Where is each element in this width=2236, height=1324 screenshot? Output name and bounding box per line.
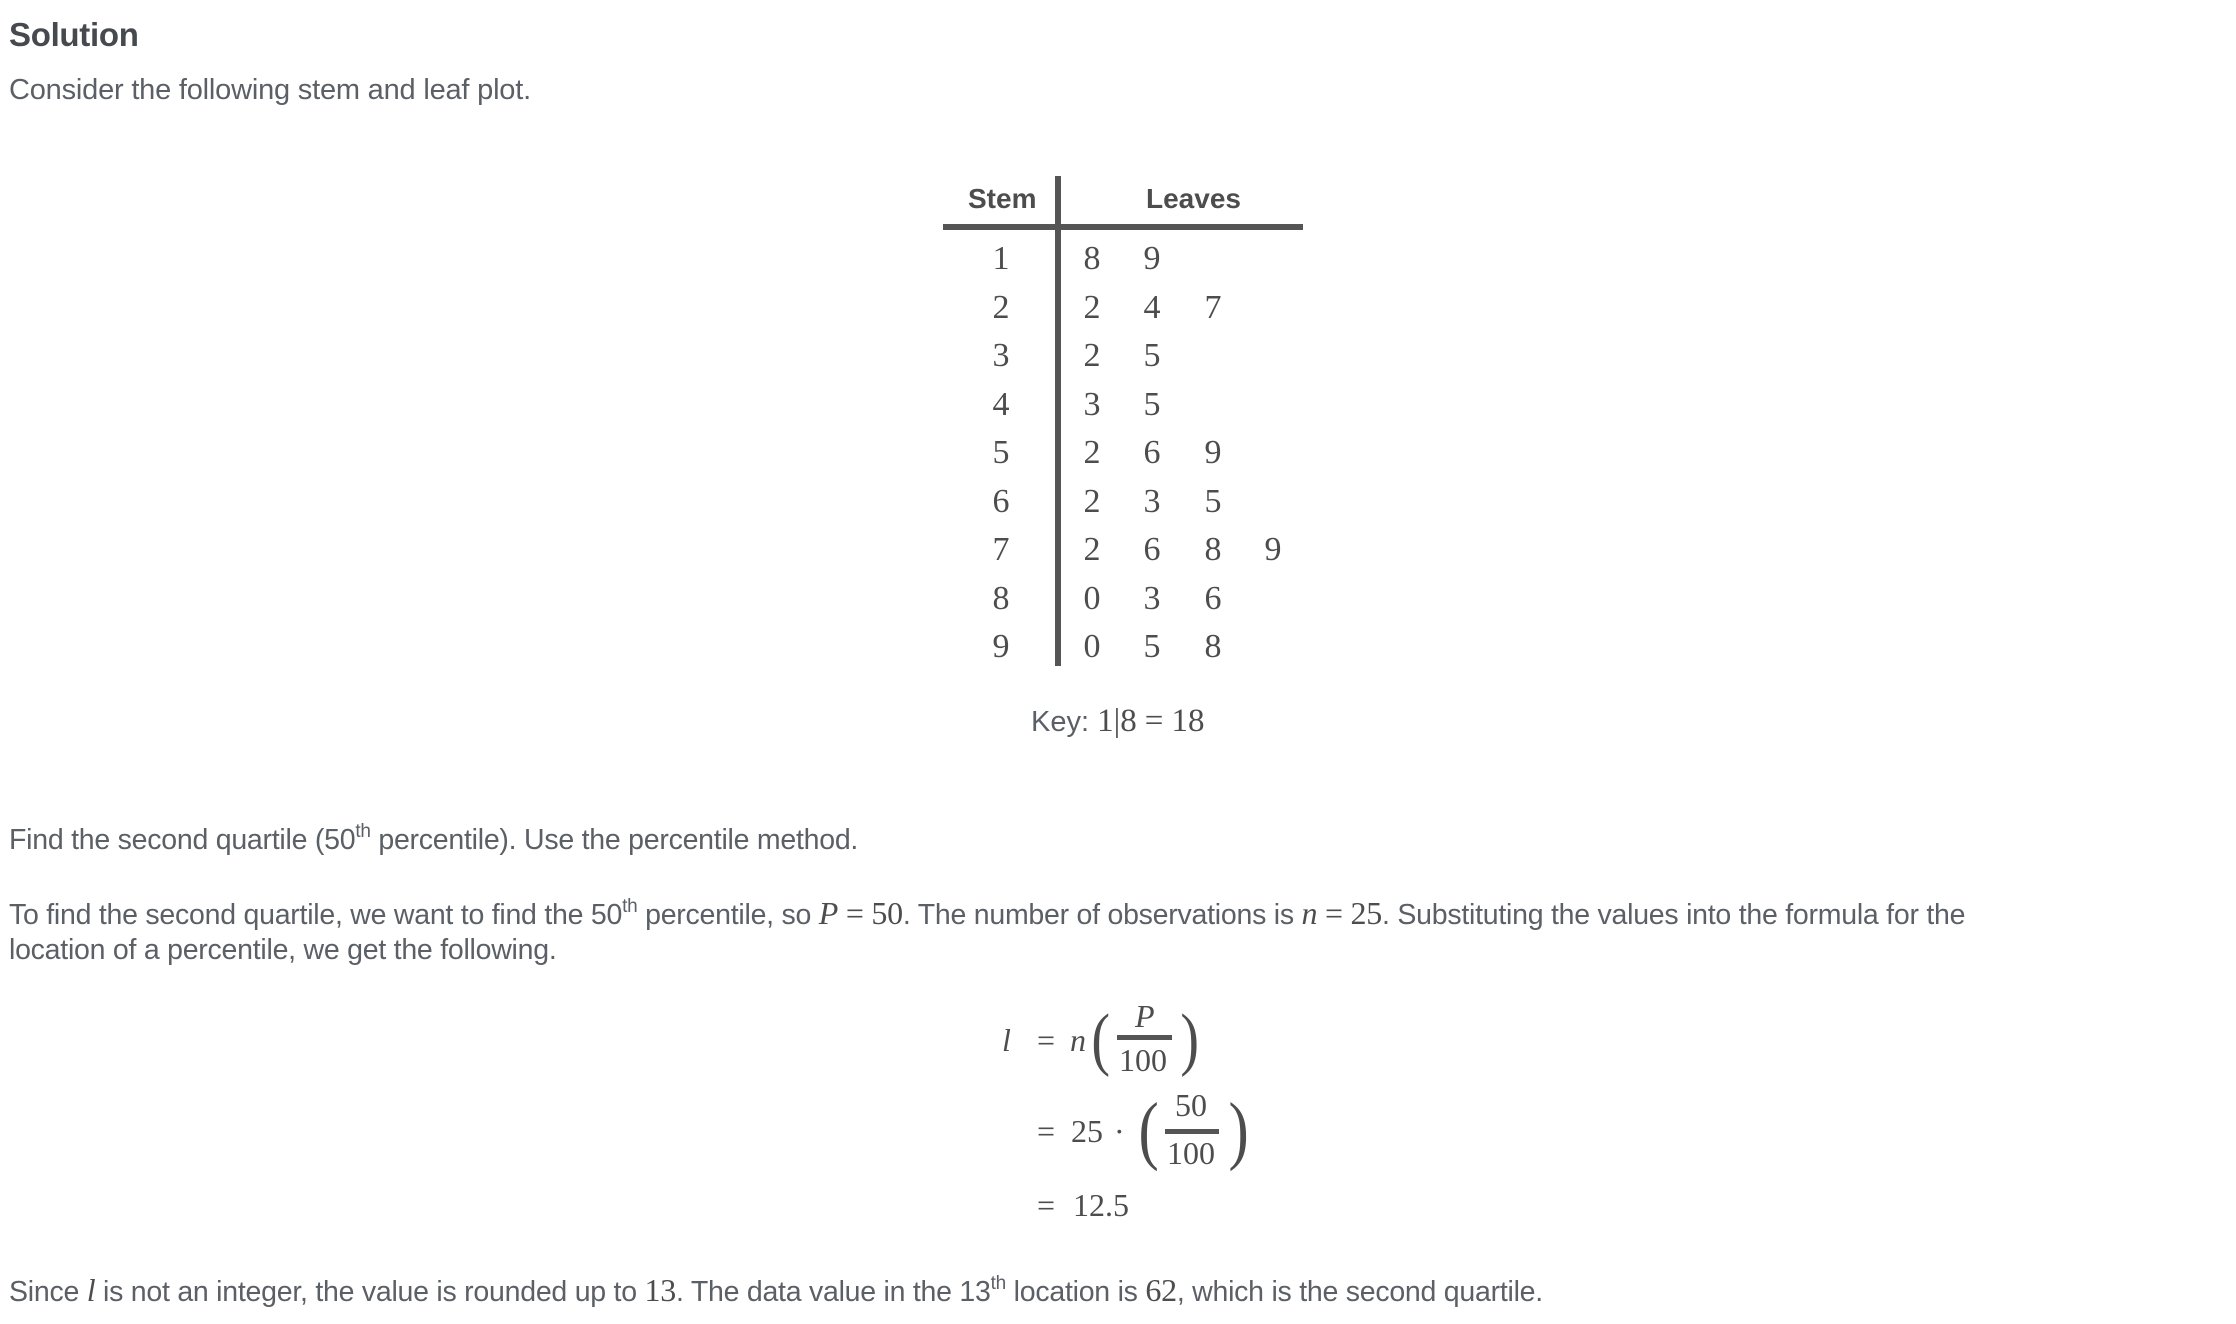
leaf-value: 3 [1143, 579, 1161, 617]
header-divider [943, 224, 1303, 230]
explanation-d: . Substituting the values into the formula for the [1382, 899, 1966, 931]
conclusion-text [9, 1272, 1543, 1311]
key-value: 18 [1171, 703, 1205, 739]
key-separator: | [1113, 703, 1121, 739]
leaf-value: 5 [1204, 482, 1222, 520]
equals: = [1317, 895, 1351, 931]
explanation-b: percentile, so [637, 899, 819, 931]
formula-equals-2: = [1037, 1113, 1056, 1149]
explanation-sup: th [622, 895, 638, 917]
close-paren-1: ) [1180, 1001, 1199, 1078]
fraction-numerator-P: P [1135, 998, 1155, 1034]
stem-value: 1 [992, 240, 1010, 277]
formula-equals-3: = [1037, 1187, 1056, 1223]
P-value: 50 [871, 895, 903, 931]
leaf-value: 2 [1083, 337, 1101, 374]
stem-value: 6 [992, 482, 1010, 520]
leaf-value: 5 [1143, 385, 1161, 423]
explanation-line-2: location of a percentile, we get the following. [9, 934, 557, 966]
leaf-value: 6 [1204, 579, 1222, 617]
fraction-denominator-2: 100 [1167, 1135, 1215, 1171]
key-stem: 1 [1097, 703, 1114, 739]
conclusion-d: location is [1006, 1276, 1146, 1308]
conclusion-c: . The data value in the 13 [676, 1276, 991, 1308]
n-value: 25 [1350, 895, 1383, 931]
question-pre: Find the second quartile (50 [9, 824, 356, 856]
key-label: Key: [1031, 706, 1090, 738]
formula-result: 12.5 [1073, 1187, 1129, 1223]
rounded-value: 13 [644, 1272, 676, 1308]
leaf-value: 2 [1083, 288, 1101, 326]
open-paren-2: ( [1138, 1088, 1159, 1172]
formula-n-value: 25 [1071, 1113, 1103, 1149]
formula-n: n [1070, 1022, 1086, 1058]
stem-value: 3 [992, 337, 1010, 374]
fraction-bar-1 [1117, 1035, 1172, 1040]
intro-text: Consider the following stem and leaf plot. [9, 74, 531, 106]
question-text [9, 822, 858, 859]
key-equals: = [1144, 703, 1164, 739]
explanation-line-1 [9, 895, 1965, 934]
stem-divider [1055, 176, 1061, 666]
fraction-numerator-50: 50 [1175, 1087, 1207, 1123]
stem-value: 7 [992, 531, 1010, 568]
close-paren-2: ) [1228, 1088, 1249, 1172]
leaf-value: 6 [1143, 531, 1161, 568]
fraction-denominator-1: 100 [1119, 1042, 1167, 1078]
stem-value: 4 [992, 385, 1010, 423]
leaf-value: 5 [1143, 337, 1161, 374]
open-paren-1: ( [1091, 1001, 1110, 1078]
var-n: n [1301, 895, 1318, 931]
leaf-value: 0 [1083, 628, 1101, 665]
formula-equals-1: = [1037, 1022, 1056, 1058]
leaf-value: 9 [1143, 240, 1161, 277]
stem-value: 9 [992, 628, 1010, 665]
leaf-value: 8 [1204, 531, 1222, 568]
question-sup: th [355, 820, 371, 842]
formula-dot: · [1114, 1113, 1125, 1149]
question-post: percentile). Use the percentile method. [370, 824, 859, 856]
leaf-value: 6 [1143, 434, 1161, 471]
leaf-value: 4 [1143, 288, 1161, 326]
leaf-value: 3 [1083, 385, 1101, 423]
leaf-value: 5 [1143, 628, 1161, 665]
key-leaf: 8 [1120, 703, 1137, 739]
leaf-value: 9 [1264, 531, 1282, 568]
leaf-value: 2 [1083, 482, 1101, 520]
leaf-value: 0 [1083, 579, 1101, 617]
equals: = [838, 895, 872, 931]
formula-lhs-l: l [1002, 1022, 1011, 1058]
explanation-c: . The number of observations is [902, 899, 1302, 931]
stem-value: 8 [992, 579, 1010, 617]
leaves-header: Leaves [1146, 183, 1241, 214]
leaf-value: 3 [1143, 482, 1161, 520]
conclusion-b: is not an integer, the value is rounded up to [95, 1276, 645, 1308]
plot-key [1031, 703, 1204, 740]
solution-heading: Solution [9, 16, 139, 53]
conclusion-sup: th [990, 1272, 1006, 1294]
leaf-value: 2 [1083, 434, 1101, 471]
conclusion-a: Since [9, 1276, 87, 1308]
leaf-value: 8 [1204, 628, 1222, 665]
stem-header: Stem [968, 183, 1037, 214]
conclusion-e: , which is the second quartile. [1176, 1276, 1543, 1308]
var-l: l [86, 1272, 96, 1308]
var-P: P [818, 895, 839, 931]
leaf-value: 2 [1083, 531, 1101, 568]
stem-value: 5 [992, 434, 1010, 471]
explanation-a: To find the second quartile, we want to find the 50 [9, 899, 623, 931]
leaf-value: 8 [1083, 240, 1101, 277]
stem-value: 2 [992, 288, 1010, 326]
leaf-value: 7 [1204, 288, 1222, 326]
quartile-value: 62 [1145, 1272, 1177, 1308]
leaf-value: 9 [1204, 434, 1222, 471]
fraction-bar-2 [1165, 1129, 1219, 1134]
